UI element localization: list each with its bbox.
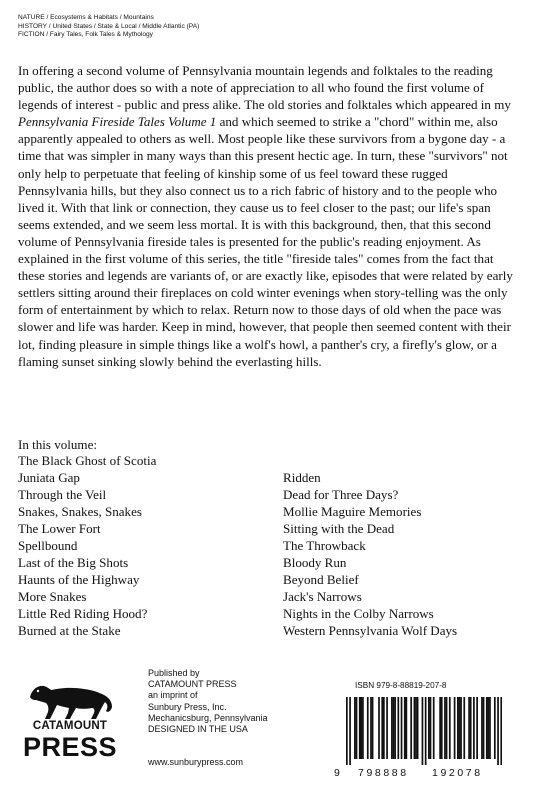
barcode-digit-first: 9: [334, 767, 340, 779]
barcode-digits-left: 798888: [358, 767, 409, 779]
story-title: Ridden: [283, 470, 321, 485]
barcode-bar: [444, 697, 446, 759]
barcode-bar: [414, 697, 416, 759]
barcode-bar: [415, 697, 417, 759]
story-title: Mollie Maguire Memories: [283, 503, 422, 519]
barcode-bar: [468, 697, 470, 759]
barcode-bar: [449, 697, 451, 759]
story-title: Dead for Three Days?: [283, 486, 399, 502]
publisher-info: [148, 668, 268, 735]
story-list-left: [18, 453, 156, 639]
description-text-1: In offering a second volume of Pennsylvania mountain legends and folktales to the reading public, the author does so with a note of appreciation to all who found the first volume of legends of interest - public and press alike. The old stories and folktales which appeared in my: [18, 63, 511, 113]
publisher-website[interactable]: www.sunburypress.com: [148, 757, 244, 767]
barcode-bar: [446, 697, 448, 759]
story-title: Through the Veil: [18, 486, 107, 502]
barcode-bar: [383, 697, 385, 759]
barcode-bar: [393, 697, 395, 759]
barcode-bar: [494, 697, 496, 759]
barcode-bar: [346, 697, 348, 765]
isbn-label: ISBN 979-8-88819-207-8: [355, 681, 447, 690]
barcode-bar: [356, 697, 358, 759]
story-title: Spellbound: [18, 537, 78, 553]
story-title: Jack's Narrows: [283, 588, 362, 604]
subject-categories: [18, 14, 199, 40]
story-title: The Lower Fort: [18, 520, 101, 536]
publisher-line: CATAMOUNT PRESS: [148, 679, 237, 690]
barcode-bar: [394, 697, 396, 759]
barcode-digits-right: 192078: [432, 767, 483, 779]
barcode-bar: [367, 697, 369, 759]
publisher-line: Mechanicsburg, Pennsylvania: [148, 712, 268, 723]
barcode-bar: [500, 697, 502, 765]
publisher-line: DESIGNED IN THE USA: [148, 724, 248, 735]
barcode-bar: [404, 697, 406, 759]
story-title: The Black Ghost of Scotia: [18, 453, 157, 468]
barcode-bar: [454, 697, 456, 759]
barcode-bar: [470, 697, 472, 759]
description-paragraph: [18, 62, 518, 370]
barcode-bar: [359, 697, 361, 759]
publisher-line: Published by: [148, 668, 200, 678]
barcode-bar: [360, 697, 362, 759]
contents-heading: In this volume:: [18, 437, 98, 452]
barcode-bar: [439, 697, 441, 759]
barcode-bar: [362, 697, 364, 759]
barcode-bar: [460, 697, 462, 759]
barcode-bar: [401, 697, 403, 759]
story-title: Sitting with the Dead: [283, 520, 395, 536]
story-title: Nights in the Colby Narrows: [283, 605, 434, 621]
barcode-bar: [497, 697, 499, 765]
barcode-bar: [441, 697, 443, 759]
barcode-bar: [463, 697, 465, 759]
barcode-bar: [433, 697, 435, 759]
barcode-bar: [486, 697, 488, 759]
barcode-bar: [370, 697, 372, 759]
barcode-bar: [422, 697, 424, 765]
category-line: NATURE / Ecosystems & Habitats / Mountains: [18, 14, 154, 21]
barcode-bar: [397, 697, 399, 759]
logo-wordmark-top: CATAMOUNT: [32, 720, 108, 732]
catamount-press-logo: [18, 675, 122, 771]
barcode-bar: [457, 697, 459, 759]
category-line: HISTORY / United States / State & Local / Middle Atlantic (PA): [18, 22, 200, 30]
barcode-bar: [481, 697, 483, 759]
barcode-bar: [488, 697, 490, 759]
barcode-bar: [425, 697, 427, 765]
barcode-bar: [459, 697, 461, 759]
barcode-bar: [417, 697, 419, 759]
barcode-bar: [410, 697, 412, 759]
publisher-line: an imprint of: [148, 690, 198, 701]
story-title: Last of the Big Shots: [18, 554, 129, 570]
publisher-line: Sunbury Press, Inc.: [148, 701, 227, 712]
barcode-bar: [372, 697, 374, 759]
barcode-bar: [428, 697, 430, 759]
barcode-icon: [346, 697, 502, 765]
referenced-book-title: Pennsylvania Fireside Tales Volume 1: [18, 114, 217, 130]
logo-wordmark-bottom: PRESS: [22, 732, 118, 762]
book-description: [18, 62, 518, 370]
barcode-bar: [483, 697, 485, 759]
barcode-bar: [381, 697, 383, 759]
barcode-bar: [386, 697, 388, 759]
story-list-right: [283, 470, 457, 640]
barcode-bar: [473, 697, 475, 759]
story-title: Little Red Riding Hood?: [18, 605, 148, 621]
story-title: Bloody Run: [283, 554, 347, 570]
category-line: FICTION / Fairy Tales, Folk Tales & Mythology: [18, 31, 153, 39]
barcode-bar: [406, 697, 408, 759]
story-title: Juniata Gap: [18, 469, 80, 485]
description-text-2: and which seemed to strike a "chord" within me, also apparently appealed to others as well. Most people like these survivors from a bygone day - a time that was simpler in many ways than this present hectic age. In turn, these "survivors" not only help to perpetuate that feeling of kinship some of us feel toward these rugged Pennsylvania hills, but they also connect us to a rich fabric of history and to the people who lived it. With that link or connection, they cause us to feel closer to the past; our life's span seems extended, and we seem less mortal. It is with this background, then, that this second volume of Pennsylvania fireside tales is presented for the public's reading enjoyment. As explained in the first volume of this series, the title "fireside tales" comes from the fact that these stories and legends are variants of, or are exactly like, episodes that were related by early settlers sitting around their fireplaces on cold winter evenings when story-telling was the only form of entertainment by which to relax. Return now to those days of old when the pace was slower and life was harder. Keep in mind, however, that people then seemed content with their lot, finding pleasure in simple things like a wolf's howl, a panther's cry, a firefly's glow, or a flaming sunset sinking slowly behind the everlasting hills.: [18, 114, 513, 369]
barcode-bar: [476, 697, 478, 759]
story-title: Haunts of the Highway: [18, 571, 140, 587]
barcode-bar: [489, 697, 491, 759]
story-title: Beyond Belief: [283, 571, 359, 587]
barcode-bar: [378, 697, 380, 759]
story-title: Snakes, Snakes, Snakes: [18, 503, 142, 519]
barcode-bar: [354, 697, 356, 759]
barcode-bar: [430, 697, 432, 759]
story-title: More Snakes: [18, 588, 87, 604]
story-title: Burned at the Stake: [18, 622, 121, 638]
barcode-bar: [391, 697, 393, 759]
story-title: The Throwback: [283, 537, 366, 553]
panther-icon: [26, 675, 116, 721]
barcode-bar: [349, 697, 351, 765]
story-title: Western Pennsylvania Wolf Days: [283, 622, 458, 638]
